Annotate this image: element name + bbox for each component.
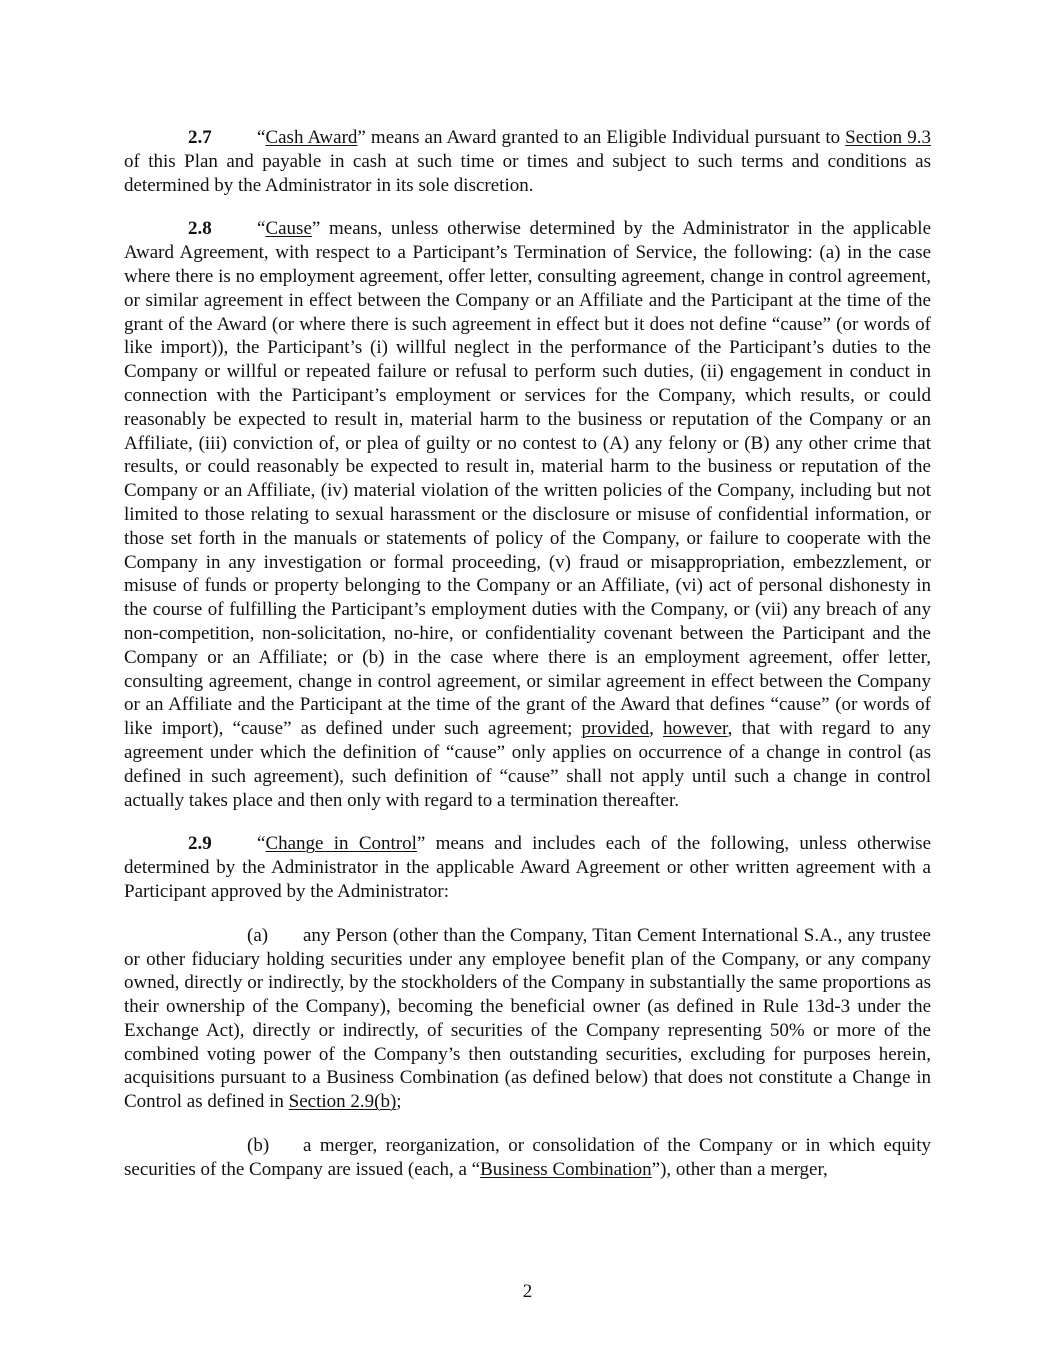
section-number: 2.8 <box>188 218 212 240</box>
section-2-8: 2.8 “Cause” means, unless otherwise determined by the Administrator in the applicable Award Agreement, with respect to a Participant’s Termination of Service, the following: (a) in the case where there is no employment agreement, offer letter, consulting agreement, change in control agreement, or similar agreement in effect between the Company or an Affiliate and the Participant at the time of the grant of the Award (or where there is such agreement in effect but it does not define “cause” (or words of like import)), the Participant’s (i) willful neglect in the performance of the Participant’s duties to the Company or willful or repeated failure or refusal to perform such duties, (ii) engagement in conduct in connection with the Participant’s employment or services for the Company, which results, or could reasonably be expected to result in, material harm to the business or reputation of the Company or an Affiliate, (iii) conviction of, or plea of guilty or no contest to (A) any felony or (B) any other crime that results, or could reasonably be expected to result in, material harm to the business or reputation of the Company or an Affiliate, (iv) material violation of the written policies of the Company, including but not limited to those relating to sexual harassment or the disclosure or misuse of confidential information, or those set forth in the manuals or statements of policy of the Company, or failure to cooperate with the Company in any investigation or formal proceeding, (v) fraud or misappropriation, embezzlement, or misuse of funds or property belonging to the Company or an Affiliate, (vi) act of personal dishonesty in the course of fulfilling the Participant’s employment duties with the Company, or (vii) any breach of any non-competition, non-solicitation, no-hire, or confidentiality covenant between the Participant and the Company or an Affiliate; or (b) in the case where there is an employment agreement, offer letter, consulting agreement, change in control agreement, or similar agreement in effect between the Company or an Affiliate and the Participant at the time of the grant of the Award that defines “cause” (or words of like import), “cause” as defined under such agreement; provided, however, that with regard to any agreement under which the definition of “cause” only applies on occurrence of a change in control (as defined in such agreement), such definition of “cause” shall not apply until such a change in control actually takes place and then only with regard to a termination thereafter. <box>124 218 931 811</box>
defined-term: Cash Award <box>265 127 358 148</box>
section-number: 2.7 <box>188 127 212 148</box>
subsection-label: (b) <box>247 1135 270 1157</box>
defined-term: Change in Control <box>265 833 417 855</box>
section-reference: Section 2.9(b) <box>288 1091 397 1113</box>
page-number: 2 <box>522 1281 533 1302</box>
document-page <box>124 126 931 1182</box>
defined-term: Cause <box>265 218 312 240</box>
section-2-7: 2.7 “Cash Award” means an Award granted to an Eligible Individual pursuant to Section 9.3 of this Plan and payable in cash at such time or times and subject to such terms and conditions as determined by the Administrator in its sole discretion. <box>124 127 931 196</box>
section-2-9-b: (b) a merger, reorganization, or consolidation of the Company or in which equity securities of the Company are issued (each, a “Business Combination”), other than a merger, <box>124 1135 931 1180</box>
defined-term: Business Combination <box>480 1158 652 1180</box>
subsection-label: (a) <box>247 924 269 946</box>
emphasis-however: however <box>662 718 728 740</box>
section-number: 2.9 <box>188 833 212 855</box>
section-2-9-a: (a) any Person (other than the Company, Titan Cement International S.A., any trustee or other fiduciary holding securities under any employee benefit plan of the Company, or any company owned, directly or indirectly, by the stockholders of the Company in substantially the same proportions as their ownership of the Company), becoming the beneficial owner (as defined in Rule 13d-3 under the Exchange Act), directly or indirectly, of securities of the Company representing 50% or more of the combined voting power of the Company’s then outstanding securities, excluding for purposes herein, acquisitions pursuant to a Business Combination (as defined below) that does not constitute a Change in Control as defined in Section 2.9(b); <box>124 924 931 1113</box>
section-reference: Section 9.3 <box>845 127 931 148</box>
section-2-9: 2.9 “Change in Control” means and includes each of the following, unless otherwise determined by the Administrator in the applicable Award Agreement or other written agreement with a Participant approved by the Administrator: <box>124 833 931 902</box>
emphasis-provided: provided <box>581 718 650 740</box>
